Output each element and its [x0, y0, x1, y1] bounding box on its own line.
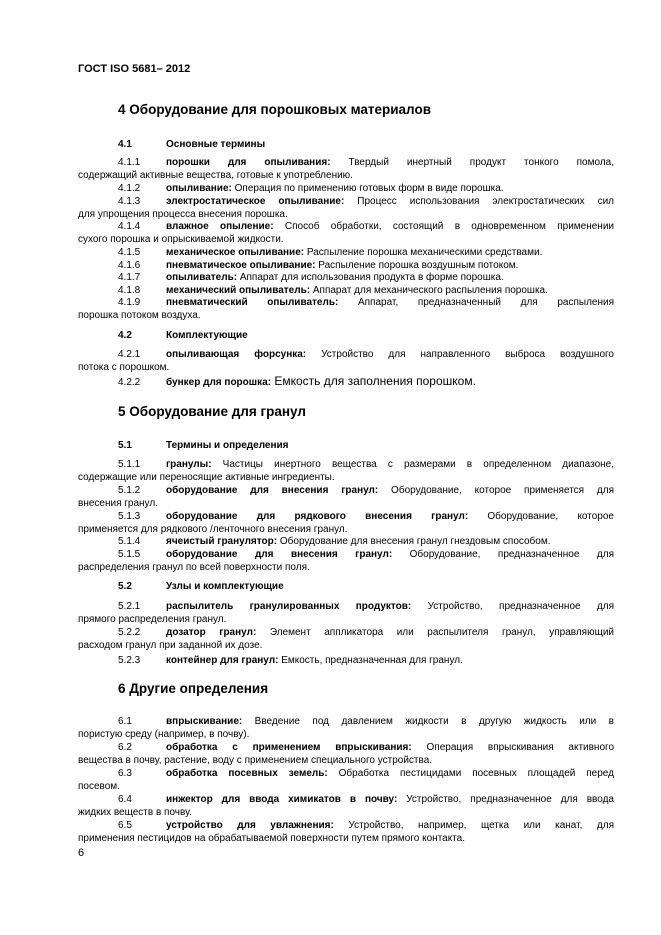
- item-number: 6.4: [118, 794, 132, 805]
- item-number: 6.5: [118, 820, 132, 831]
- definition-5-1-2: [78, 485, 614, 510]
- term: механический опыливатель:: [166, 285, 311, 296]
- term: порошки для опыливания:: [166, 157, 331, 168]
- definition-text-cont: сухого порошка и опрыскиваемой жидкости.: [78, 233, 284, 245]
- term: бункер для порошка:: [166, 377, 272, 388]
- definition-text-cont: порошка потоком воздуха.: [78, 309, 201, 321]
- definition-6-4: [78, 794, 614, 819]
- item-number: 5.2.2: [118, 627, 141, 638]
- definition-text: Оборудование для внесения гранул гнездовым способом.: [277, 536, 551, 547]
- definition-text-cont: посевом.: [78, 780, 120, 792]
- definition-text: Аппарат для механического распыления порошка.: [310, 285, 548, 296]
- term: электростатическое опыливание:: [166, 196, 345, 207]
- definition-6-5: [78, 820, 614, 845]
- item-number: 4.1.8: [118, 285, 141, 296]
- definition-text-cont: применения пестицидов на обрабатываемой поверхности путем прямого контакта.: [78, 832, 466, 844]
- definition-text: Оборудование, которое применяется для: [378, 485, 614, 496]
- definition-5-1-1: [78, 459, 614, 484]
- term: впрыскивание:: [166, 716, 243, 727]
- definition-4-1-3: [78, 196, 614, 221]
- item-number: 5.1.2: [118, 485, 141, 496]
- definition-text-cont: пористую среду (например, в почву).: [78, 728, 250, 740]
- term: опыливание:: [166, 183, 232, 194]
- definition-4-1-7: [78, 272, 614, 285]
- definition-text: Устройство, например, щетка или канат, для: [333, 820, 614, 831]
- definition-text: Операция впрыскивания активного: [411, 742, 614, 753]
- item-number: 4.2.1: [118, 349, 141, 360]
- definition-4-1-9: [78, 297, 614, 322]
- section-5-title: 5 Оборудование для гранул: [118, 404, 306, 419]
- term: пневматический опыливатель:: [166, 297, 339, 308]
- definition-4-1-1: [78, 157, 614, 182]
- definition-text-cont: прямого распределения гранул.: [78, 613, 227, 625]
- definition-text: Операция по применению готовых форм в виде порошка.: [231, 183, 504, 194]
- subsection-label: Основные термины: [166, 139, 266, 150]
- item-number: 5.1.5: [118, 549, 141, 560]
- subsection-number: 4.2: [118, 330, 132, 341]
- definition-text: Способ обработки, состоящий в одновременном применении: [273, 221, 614, 232]
- subsection-4-1-title: [118, 139, 265, 150]
- term: гранулы:: [166, 459, 212, 470]
- definition-text-cont: содержащий активные вещества, готовые к употреблению.: [78, 169, 353, 181]
- definition-4-2-2: [78, 375, 614, 390]
- term: устройство для увлажнения:: [166, 820, 334, 831]
- section-4-title: 4 Оборудование для порошковых материалов: [118, 102, 432, 117]
- definition-text: Емкость для заполнения порошком.: [271, 374, 476, 388]
- definition-4-1-5: [78, 247, 614, 260]
- definition-5-2-3: [78, 655, 614, 668]
- definition-text-cont: применяется для рядкового /ленточного внесения гранул.: [78, 523, 348, 535]
- definition-6-2: [78, 742, 614, 767]
- term: оборудование для внесения гранул:: [166, 485, 379, 496]
- definition-6-1: [78, 716, 614, 741]
- definition-text-cont: расходом гранул при заданной их дозе.: [78, 639, 263, 651]
- term: контейнер для гранул:: [166, 655, 279, 666]
- term: механическое опыливание:: [166, 247, 305, 258]
- definition-text: Элемент аппликатора или распылителя гранул, управляющий: [256, 627, 614, 638]
- term: опыливающая форсунка:: [166, 349, 307, 360]
- definition-text: Устройство для направленного выброса воздушного: [306, 349, 614, 360]
- term: распылитель гранулированных продуктов:: [166, 601, 412, 612]
- definition-6-3: [78, 768, 614, 793]
- definition-5-1-5: [78, 549, 614, 574]
- definition-text: Частицы инертного вещества с размерами в определенном диапазоне,: [211, 459, 614, 470]
- term: дозатор гранул:: [166, 627, 257, 638]
- definition-4-1-2: [78, 183, 614, 196]
- definition-4-1-6: [78, 260, 614, 273]
- item-number: 5.2.1: [118, 601, 141, 612]
- definition-text-cont: распределения гранул по всей поверхности поля.: [78, 561, 310, 573]
- definition-4-2-1: [78, 349, 614, 374]
- item-number: 4.1.4: [118, 221, 141, 232]
- definition-text: Обработка пестицидами посевных площадей перед: [327, 768, 614, 779]
- item-number: 4.1.1: [118, 157, 141, 168]
- definition-5-2-2: [78, 627, 614, 652]
- item-number: 4.1.2: [118, 183, 141, 194]
- item-number: 5.1.3: [118, 511, 141, 522]
- definition-5-2-1: [78, 601, 614, 626]
- term: инжектор для ввода химикатов в почву:: [166, 794, 398, 805]
- definition-text: Процесс использования электростатических сил: [344, 196, 614, 207]
- item-number: 4.1.7: [118, 272, 141, 283]
- subsection-4-2-title: [118, 330, 248, 341]
- definition-text: Оборудование, которое: [468, 511, 614, 522]
- item-number: 4.1.5: [118, 247, 141, 258]
- section-6-title: 6 Другие определения: [118, 681, 269, 696]
- definition-text: Аппарат, предназначенный для распыления: [338, 297, 614, 308]
- term: опыливатель:: [166, 272, 238, 283]
- subsection-5-1-title: [118, 440, 289, 451]
- item-number: 4.1.6: [118, 260, 141, 271]
- definition-5-1-3: [78, 511, 614, 536]
- definition-text: Твердый инертный продукт тонкого помола,: [330, 157, 614, 168]
- term: обработка посевных земель:: [166, 768, 328, 779]
- definition-text-cont: для упрощения процесса внесения порошка.: [78, 208, 288, 220]
- term: ячеистый гранулятор:: [166, 536, 278, 547]
- subsection-label: Термины и определения: [166, 440, 289, 451]
- definition-text-cont: потока с порошком.: [78, 361, 170, 373]
- item-number: 6.2: [118, 742, 132, 753]
- subsection-number: 5.2: [118, 581, 132, 592]
- definition-text-cont: внесения гранул.: [78, 497, 158, 509]
- definition-5-1-4: [78, 536, 614, 549]
- definition-4-1-8: [78, 285, 614, 298]
- subsection-5-2-title: [118, 581, 284, 592]
- item-number: 6.1: [118, 716, 132, 727]
- item-number: 5.1.4: [118, 536, 141, 547]
- item-number: 4.1.9: [118, 297, 141, 308]
- item-number: 5.1.1: [118, 459, 141, 470]
- definition-text: Введение под давлением жидкости в другую жидкость или в: [242, 716, 614, 727]
- term: обработка с применением впрыскивания:: [166, 742, 412, 753]
- term: пневматическое опыливание:: [166, 260, 316, 271]
- subsection-label: Комплектующие: [166, 330, 248, 341]
- item-number: 5.2.3: [118, 655, 141, 666]
- subsection-number: 4.1: [118, 139, 132, 150]
- definition-text: Распыление порошка воздушным потоком.: [315, 260, 519, 271]
- definition-text-cont: жидких веществ в почву.: [78, 806, 192, 818]
- definition-text-cont: содержащие или переносящие активные ингредиенты.: [78, 471, 335, 483]
- item-number: 4.2.2: [118, 377, 141, 388]
- item-number: 6.3: [118, 768, 132, 779]
- definition-text: Устройство, предназначенное для ввода: [397, 794, 614, 805]
- term: влажное опыление:: [166, 221, 274, 232]
- document-header: ГОСТ ISO 5681– 2012: [78, 63, 191, 75]
- definition-text: Емкость, предназначенная для гранул.: [278, 655, 463, 666]
- definition-text: Оборудование, предназначенное для: [392, 549, 614, 560]
- page-number: 6: [78, 847, 85, 859]
- item-number: 4.1.3: [118, 196, 141, 207]
- term: оборудование для рядкового внесения гранул:: [166, 511, 469, 522]
- definition-text: Аппарат для использования продукта в форме порошка.: [237, 272, 504, 283]
- subsection-label: Узлы и комплектующие: [166, 581, 284, 592]
- subsection-number: 5.1: [118, 440, 132, 451]
- definition-text-cont: вещества в почву, растение, воду с применением специального устройства.: [78, 754, 433, 766]
- definition-text: Устройство, предназначенное для: [411, 601, 614, 612]
- term: оборудование для внесения гранул:: [166, 549, 393, 560]
- definition-text: Распыление порошка механическими средствами.: [304, 247, 543, 258]
- definition-4-1-4: [78, 221, 614, 246]
